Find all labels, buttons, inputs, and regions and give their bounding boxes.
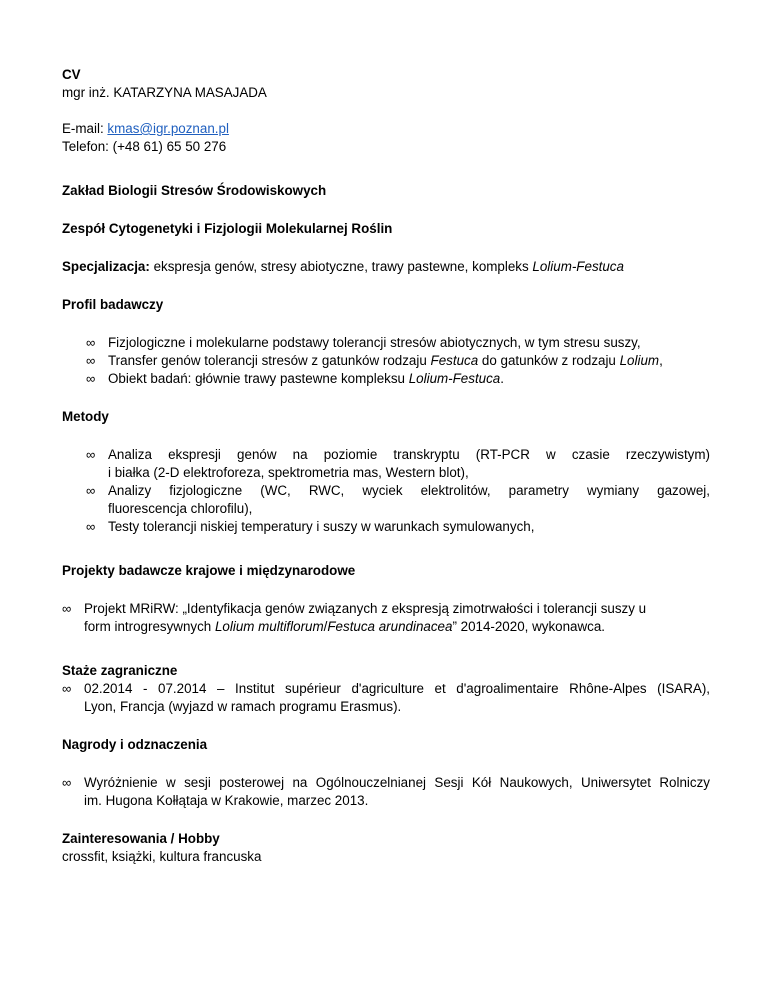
list-item: ∞ Obiekt badań: głównie trawy pastewne kompleksu Lolium-Festuca. [86,371,504,386]
list-item: ∞ Fizjologiczne i molekularne podstawy tolerancji stresów abiotycznych, w tym stresu suszy, [86,335,641,350]
projects-heading: Projekty badawcze krajowe i międzynarodowe [62,563,356,578]
bullet-icon: ∞ [86,483,96,498]
specialization-label: Specjalizacja: [62,259,150,274]
list-item: ∞ Testy tolerancji niskiej temperatury i suszy w warunkach symulowanych, [86,519,535,534]
list-item: ∞ Analizy fizjologiczne (WC, RWC, wyciek elektrolitów, parametry wymiany gazowej, fluorescencja chlorofilu), [86,483,710,516]
email-label: E-mail: [62,121,108,136]
specialization-text: ekspresja genów, stresy abiotyczne, trawy pastewne, kompleks [149,259,533,274]
hobby-text: crossfit, książki, kultura francuska [62,849,262,864]
phone-line: Telefon: (+48 61) 65 50 276 [62,139,227,154]
department-heading: Zakład Biologii Stresów Środowiskowych [62,183,327,198]
internships-heading: Staże zagraniczne [62,663,178,678]
bullet-icon: ∞ [86,353,96,368]
awards-heading: Nagrody i odznaczenia [62,737,208,752]
hobby-heading: Zainteresowania / Hobby [62,831,220,846]
list-item: ∞ Projekt MRiRW: „Identyfikacja genów związanych z ekspresją zimotrwałości i tolerancji suszy u form introgresywnych Lolium multiflorum/Festuca arundinacea” 2014-2020, wykonawca. [62,601,647,634]
bullet-icon: ∞ [86,447,96,462]
email-line [62,120,710,138]
projects-list [62,600,710,636]
list-item: ∞ Wyróżnienie w sesji posterowej na Ogólnouczelnianej Sesji Kół Naukowych, Uniwersytet Rolniczy im. Hugona Kołłątaja w Krakowie, marzec 2013. [62,775,710,808]
profile-list [62,334,710,388]
list-item: ∞ Transfer genów tolerancji stresów z gatunków rodzaju Festuca do gatunków z rodzaju Lolium, [86,353,663,368]
awards-list [62,774,710,810]
bullet-icon: ∞ [62,601,72,616]
bullet-icon: ∞ [62,681,72,696]
person-name: mgr inż. KATARZYNA MASAJADA [62,85,267,100]
methods-list [62,446,710,536]
specialization-italic: Lolium-Festuca [532,259,624,274]
bullet-icon: ∞ [62,775,72,790]
list-item: ∞ Analiza ekspresji genów na poziomie transkryptu (RT-PCR w czasie rzeczywistym) i białka (2-D elektroforeza, spektrometria mas, Western blot), [86,447,710,480]
list-item: ∞ 02.2014 - 07.2014 – Institut supérieur d'agriculture et d'agroalimentaire Rhône-Alpes (ISARA), Lyon, Francja (wyjazd w ramach programu Erasmus). [62,681,710,714]
bullet-icon: ∞ [86,371,96,386]
bullet-icon: ∞ [86,519,96,534]
methods-heading: Metody [62,409,109,424]
specialization-line [62,258,710,276]
profile-heading: Profil badawczy [62,297,164,312]
email-link[interactable]: kmas@igr.poznan.pl [107,121,229,136]
cv-title: CV [62,67,81,82]
bullet-icon: ∞ [86,335,96,350]
cv-document [62,66,710,866]
team-heading: Zespół Cytogenetyki i Fizjologii Molekularnej Roślin [62,221,393,236]
internships-list [62,680,710,716]
